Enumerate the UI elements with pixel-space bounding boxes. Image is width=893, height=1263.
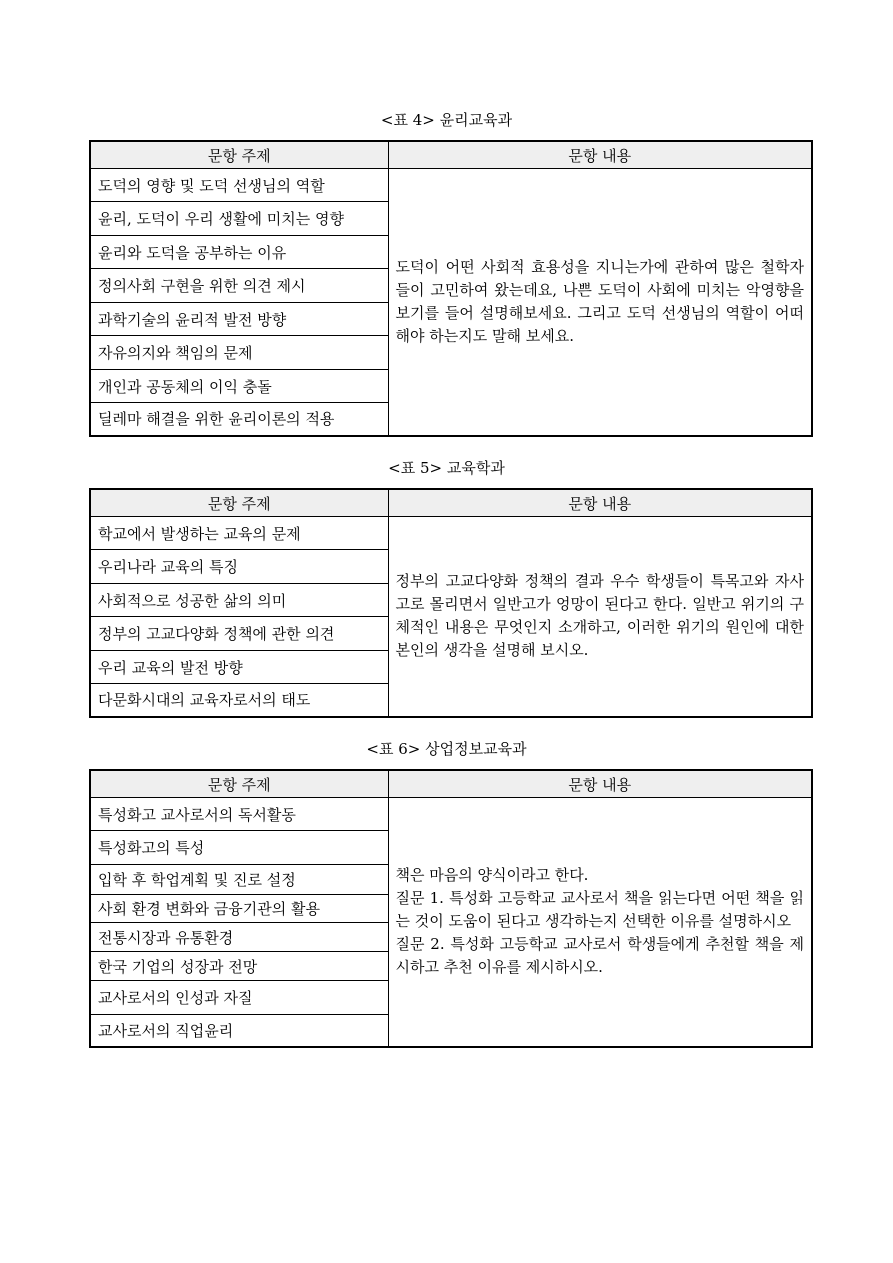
topic-cell: 과학기술의 윤리적 발전 방향 — [90, 303, 388, 336]
education-table — [89, 488, 813, 718]
commerce-table — [89, 769, 813, 1048]
content-header: 문항 내용 — [388, 141, 812, 169]
table-caption: <표 5> 교육학과 — [388, 459, 505, 477]
content-header: 문항 내용 — [388, 489, 812, 517]
topic-header: 문항 주제 — [90, 489, 388, 517]
topic-cell: 정의사회 구현을 위한 의견 제시 — [90, 269, 388, 303]
table-caption: <표 6> 상업정보교육과 — [366, 740, 527, 758]
ethics-table — [89, 140, 813, 437]
topic-cell: 윤리와 도덕을 공부하는 이유 — [90, 236, 388, 269]
topic-cell: 정부의 고교다양화 정책에 관한 의견 — [90, 617, 388, 651]
content-cell: 정부의 고교다양화 정책의 결과 우수 학생들이 특목고와 자사고로 몰리면서 일반고가 엉망이 된다고 한다. 일반고 위기의 구체적인 내용은 무엇인지 소개하고, 이러한 위기의 원인에 대한 본인의 생각을 설명해 보시오. — [388, 517, 812, 717]
topic-cell: 사회 환경 변화와 금융기관의 활용 — [90, 895, 388, 923]
topic-cell: 입학 후 학업계획 및 진로 설정 — [90, 865, 388, 895]
content-cell: 책은 마음의 양식이라고 한다. 질문 1. 특성화 고등학교 교사로서 책을 읽는다면 어떤 책을 읽는 것이 도움이 된다고 생각하는지 선택한 이유를 설명하시오 질문 2. 특성화 고등학교 교사로서 학생들에게 추천할 책을 제시하고 추천 이유를 제시하시오. — [388, 798, 812, 1047]
topic-cell: 특성화고 교사로서의 독서활동 — [90, 798, 388, 831]
topic-cell: 학교에서 발생하는 교육의 문제 — [90, 517, 388, 550]
topic-cell: 도덕의 영향 및 도덕 선생님의 역할 — [90, 169, 388, 202]
topic-cell: 사회적으로 성공한 삶의 의미 — [90, 584, 388, 617]
topic-cell: 한국 기업의 성장과 전망 — [90, 952, 388, 981]
topic-cell: 자유의지와 책임의 문제 — [90, 336, 388, 370]
topic-cell: 딜레마 해결을 위한 윤리이론의 적용 — [90, 403, 388, 436]
topic-cell: 개인과 공동체의 이익 충돌 — [90, 370, 388, 403]
table-caption: <표 4> 윤리교육과 — [380, 111, 513, 129]
topic-cell: 특성화고의 특성 — [90, 831, 388, 865]
topic-cell: 전통시장과 유통환경 — [90, 923, 388, 952]
content-cell: 도덕이 어떤 사회적 효용성을 지니는가에 관하여 많은 철학자들이 고민하여 왔는데요, 나쁜 도덕이 사회에 미치는 악영향을 보기를 들어 설명해보세요. 그리고 도덕 선생님의 역할이 어떠해야 하는지도 말해 보세요. — [388, 169, 812, 436]
topic-cell: 윤리, 도덕이 우리 생활에 미치는 영향 — [90, 202, 388, 236]
topic-cell: 다문화시대의 교육자로서의 태도 — [90, 684, 388, 717]
topic-header: 문항 주제 — [90, 770, 388, 798]
topic-cell: 우리 교육의 발전 방향 — [90, 651, 388, 684]
content-header: 문항 내용 — [388, 770, 812, 798]
topic-cell: 우리나라 교육의 특징 — [90, 550, 388, 584]
topic-cell: 교사로서의 직업윤리 — [90, 1015, 388, 1047]
topic-cell: 교사로서의 인성과 자질 — [90, 981, 388, 1015]
topic-header: 문항 주제 — [90, 141, 388, 169]
